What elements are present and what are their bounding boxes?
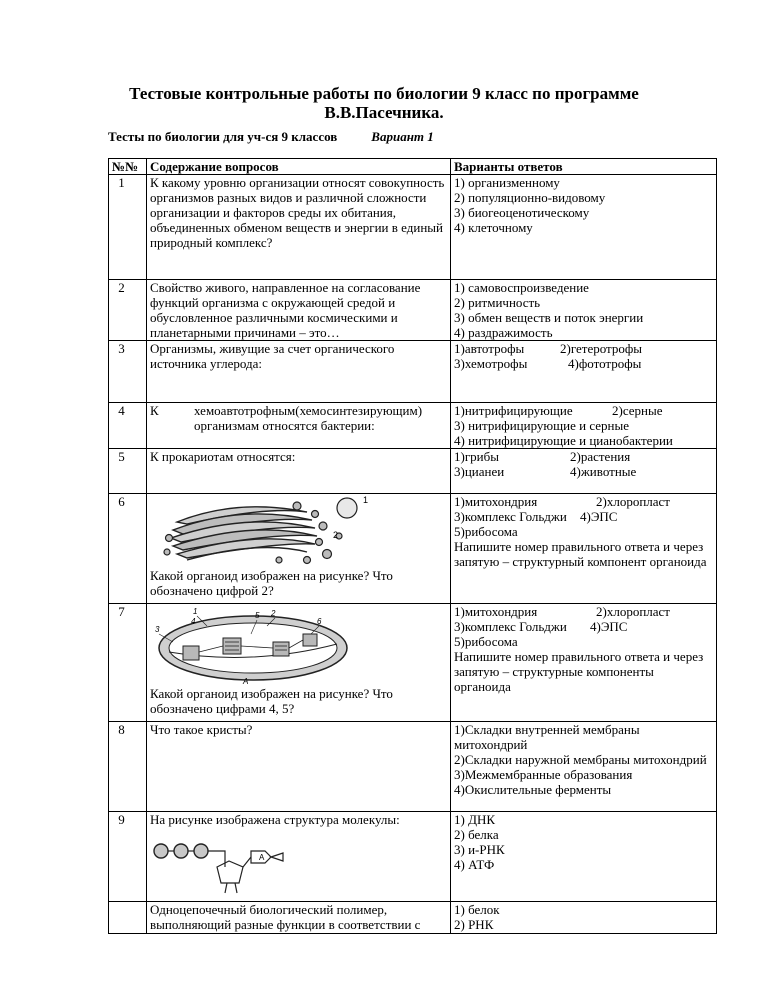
question-number: 3 [109,341,147,403]
answer-option: 2)Складки наружной мембраны митохондрий [454,752,707,767]
table-row [109,494,717,604]
question-number [109,902,147,934]
answer-instruction: Напишите номер правильного ответа и через запятую – структурные компоненты органоида [454,649,704,694]
question-number: 7 [109,604,147,722]
answer-options [451,175,717,280]
answer-option: 4)Окислительные ферменты [454,782,612,797]
answer-option: 3) нитрифицирующие и серные [454,418,629,433]
answer-option: 3)комплекс Гольджи [454,619,567,634]
answer-option: 4) АТФ [454,857,495,872]
answer-option: 1) организменному [454,175,560,190]
answer-option: 1)автотрофы [454,341,525,356]
answer-option: 2)растения [570,449,631,464]
answer-option: 3) биогеоценотическому [454,205,590,220]
question-cell [147,812,451,902]
answer-option: 2)гетеротрофы [560,341,643,356]
answer-option: 2) РНК [454,917,494,932]
answer-option: 1) ДНК [454,812,496,827]
answer-option: 3)комплекс Гольджи [454,509,567,524]
question-cell [147,494,451,604]
ribose-shape [217,861,243,883]
question-text: К прокариотам относятся: [147,449,451,494]
answer-options [451,812,717,902]
answer-option: 2)хлоропласт [596,494,670,509]
page-title: Тестовые контрольные работы по биологии 9 класс по программе В.В.Пасечника. [129,84,639,122]
header-answers: Варианты ответов [451,159,717,175]
answer-option: 3) и-РНК [454,842,505,857]
answer-option: 4)животные [570,464,637,479]
molecule-diagram [147,827,447,897]
figure-label: 2 [333,530,339,540]
figure-label: 1 [363,495,369,505]
figure-label: А [243,677,249,686]
answer-option: 2) ритмичность [454,295,541,310]
figure-label: 6 [317,617,322,626]
answer-option: 2) популяционно-видовому [454,190,606,205]
header-number: №№ [109,159,147,175]
answer-option: 1) белок [454,902,500,917]
answer-option: 1)митохондрия [454,494,538,509]
question-text: Какой органоид изображен на рисунке? Что обозначено цифрами 4, 5? [150,686,393,716]
answer-options [451,280,717,341]
figure-label: 1 [193,607,198,616]
answer-option: 1)Складки внутренней мембраны митохондрий [454,722,640,752]
question-number: 2 [109,280,147,341]
golgi-figure [147,494,450,568]
answer-option: 3)Межмембранные образования [454,767,633,782]
question-text: К какому уровню организации относят совокупность организмов разных видов и различной сложности организации и факторов среды их обитания, объединенных обменом веществ и энергии в единый природный комплекс? [147,175,451,280]
table-row [109,280,717,341]
subtitle: Тесты по биологии для уч-ся 9 классов [108,129,338,144]
table-header-row [109,159,717,175]
phosphate-shape [194,844,208,858]
question-number: 9 [109,812,147,902]
phosphate-shape [174,844,188,858]
table-row [109,604,717,722]
question-text: К хемоавтотрофным(хемосинтезирующим) организмам относятся бактерии: [147,403,451,449]
figure-label: 2 [271,609,276,618]
subtitle-line [108,129,434,145]
answer-option: 5)рибосома [454,524,518,539]
answer-option: 3)цианеи [454,464,505,479]
answer-option: 3)хемотрофы [454,356,528,371]
answer-option: 3) обмен веществ и поток энергии [454,310,644,325]
table-row [109,902,717,934]
answer-options [451,494,717,604]
answer-option: 4)ЭПС [580,509,618,524]
question-number: 4 [109,403,147,449]
figure-label: 3 [155,625,160,634]
question-text: Одноцепочечный биологический полимер, выполняющий разные функции в соответствии с [147,902,451,934]
golgi-diagram [147,494,447,568]
question-text: Свойство живого, направленное на согласование функций организма с окружающей средой и обусловленное различными космическими и планетарными причинами – это… [147,280,451,341]
answer-option: 4) нитрифицирующие и цианобактерии [454,433,673,448]
phosphate-shape [154,844,168,858]
quiz-table [108,158,717,934]
table-row [109,403,717,449]
answer-option: 1)нитрифицирующие [454,403,573,418]
question-text: Организмы, живущие за счет органического источника углерода: [147,341,451,403]
answer-options [451,902,717,934]
answer-option: 2)серные [612,403,663,418]
answer-option: 4)ЭПС [590,619,628,634]
question-number: 5 [109,449,147,494]
question-text: На рисунке изображена структура молекулы: [150,812,400,827]
answer-options [451,604,717,722]
chloroplast-diagram [147,604,447,686]
table-row [109,722,717,812]
answer-instruction: Напишите номер правильного ответа и через запятую – структурный компонент органоида [454,539,707,569]
chloroplast-figure [147,604,450,686]
answer-option: 5)рибосома [454,634,518,649]
question-text: Что такое кристы? [147,722,451,812]
answer-option: 4)фототрофы [568,356,642,371]
figure-label: А [259,853,265,862]
figure-label: 4 [191,617,196,626]
answer-options [451,403,717,449]
table-row [109,812,717,902]
question-text: Какой органоид изображен на рисунке? Что обозначено цифрой 2? [150,568,393,598]
variant-label: Вариант 1 [371,129,434,144]
answer-options [451,449,717,494]
table-row [109,449,717,494]
vesicle-shape [337,498,357,518]
answer-options [451,722,717,812]
header-question: Содержание вопросов [147,159,451,175]
table-row [109,341,717,403]
table-row [109,175,717,280]
question-number: 1 [109,175,147,280]
question-number: 6 [109,494,147,604]
answer-option: 2) белка [454,827,499,842]
answer-option: 1)митохондрия [454,604,538,619]
figure-label: 5 [255,611,260,620]
answer-option: 1)грибы [454,449,499,464]
answer-option: 4) раздражимость [454,325,553,340]
question-cell [147,604,451,722]
answer-option: 4) клеточному [454,220,533,235]
answer-option: 1) самовоспроизведение [454,280,589,295]
answer-option: 2)хлоропласт [596,604,670,619]
question-number: 8 [109,722,147,812]
answer-options [451,341,717,403]
